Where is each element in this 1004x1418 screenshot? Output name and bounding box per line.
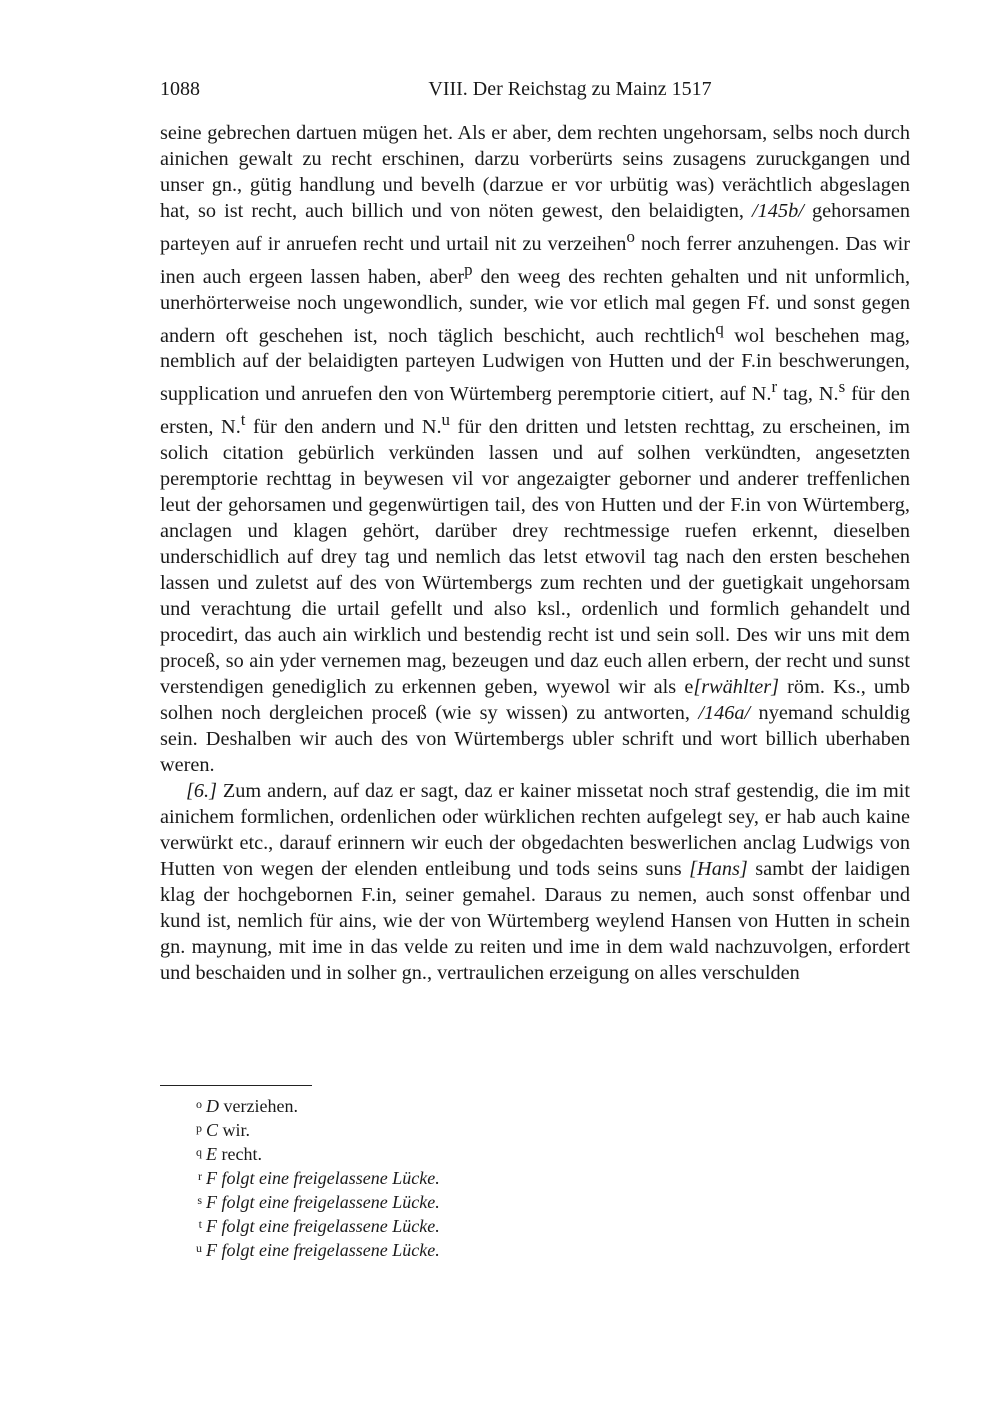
folio-marker: /146a/ <box>698 701 751 724</box>
text-run: noch ferrer anzuhengen. Das wir inen auch ergeen lassen haben, aber <box>160 232 911 288</box>
footnote-r <box>160 1165 910 1189</box>
page-number: 1088 <box>160 78 200 100</box>
running-title: VIII. Der Reichstag zu Mainz 1517 <box>428 78 712 100</box>
text-run: gehorsamen parteyen auf ir anruefen recht und urtail nit zu verzeihen <box>160 200 910 255</box>
footnote-mark: u <box>196 1241 202 1255</box>
footnote-text: recht. <box>217 1144 262 1164</box>
footnote-siglum: E <box>206 1144 217 1164</box>
text-run: für den dritten und letsten rechttag, zu erscheinen, im solich citation gebürlich verkünden lassen und auf solhen verkündten, angesetzten peremptorie rechttag in beywesen vil vor angezaigter geborner und anderer treffenlichen leut der gehorsamen und gegenwürtigen tail, des von Hutten und der F.in von Würtemberg, anclagen und klagen gehört, darüber drey rechtmessige ruefen erkennt, dieselben underschidlich auf drey tag und nemlich das letst etwovil tag nach den ersten beschehen lassen und zuletst auf des von Würtembergs zum rechten und der guetigkait ungehorsam und verachtung die urtail gefellt und also ksl., ordenlich und formlich gehandelt und procedirt, das auch ain wirklich und bestendig recht ist und sein soll. Des wir uns mit dem proceß, so ain yder vernemen mag, bezeugen und daz euch allen erbern, der recht und sunst verstendigen genediglich zu erkennen geben, wyewol wir als e <box>160 415 910 698</box>
footnote-o <box>160 1093 910 1117</box>
footnote-siglum: D <box>206 1096 219 1116</box>
text-run: tag, N. <box>777 383 839 406</box>
text-run: sambt der laidigen klag der hochgebornen F.in, seiner gemahel. Daraus zu nemen, auch sonst offenbar und kund ist, nemlich für ains, wie der von Würtemberg weylend Hansen von Hutten in schein gn. maynung, mit ime in das velde zu reiten und ime in dem wald nachzuvolgen, erfordert und beschaiden und in solher gn., vertraulichen erzeigung on alles verschulden <box>160 857 910 984</box>
footnote-ref-u[interactable]: u <box>441 410 450 430</box>
footnote-s <box>160 1189 910 1213</box>
footnote-text: folgt eine freigelassene Lücke. <box>217 1216 440 1236</box>
text-run: Zum andern, auf daz er sagt, daz er kainer missetat noch straf gestendig, die im mit ainichem formlichen, ordenlichen oder würklichen rechten aufgelegt sey, er hab auch kaine verwürkt etc., darauf erinnern wir euch der obgedachten beswerlichen anclag Ludwigs von Hutten von wegen der elenden entleibung und tods seins suns <box>160 779 910 880</box>
footnote-separator <box>160 1085 312 1086</box>
footnote-mark: o <box>196 1097 202 1111</box>
footnote-mark: t <box>198 1217 202 1231</box>
footnote-ref-t[interactable]: t <box>240 410 246 430</box>
footnote-ref-r[interactable]: r <box>771 377 778 397</box>
footnote-text: wir. <box>218 1120 251 1140</box>
footnote-text: folgt eine freigelassene Lücke. <box>217 1192 440 1212</box>
footnote-siglum: C <box>206 1120 219 1140</box>
footnote-u <box>160 1237 910 1261</box>
footnote-text: folgt eine freigelassene Lücke. <box>217 1168 440 1188</box>
footnote-mark: r <box>198 1169 202 1183</box>
text-run: für den andern und N. <box>245 415 442 438</box>
footnote-p <box>160 1117 910 1141</box>
footnote-ref-s[interactable]: s <box>838 377 846 397</box>
editorial-insertion: [rwählter] <box>693 675 779 698</box>
footnote-q <box>160 1141 910 1165</box>
text-run: den weeg des rechten gehalten und nit unformlich, unerhörterweise noch ungewondlich, sunder, wie vor etlich mal gegen Ff. und sonst gegen andern oft geschehen ist, noch täglich beschicht, auch rechtlich <box>160 265 911 347</box>
footnote-siglum: F <box>206 1192 217 1212</box>
footnote-siglum: F <box>206 1168 217 1188</box>
footnote-ref-p[interactable]: p <box>464 259 473 279</box>
footnote-mark: p <box>196 1121 202 1135</box>
footnote-text: folgt eine freigelassene Lücke. <box>217 1240 440 1260</box>
footnote-text: verziehen. <box>219 1096 298 1116</box>
text-run: wol beschehen mag, nemblich auf der belaidigten parteyen Ludwigen von Hutten und der F.in beschwerungen, supplication und anruefen den von Würtemberg peremptorie citiert, auf N. <box>160 324 910 406</box>
text-run: nyemand schuldig sein. Deshalben wir auch des von Würtembergs ubler schrift und wort billich uberhaben weren. <box>160 701 910 776</box>
footnote-mark: q <box>196 1145 202 1159</box>
footnote-siglum: F <box>206 1240 217 1260</box>
editorial-insertion: [Hans] <box>689 857 748 880</box>
paragraph-1 <box>160 120 910 778</box>
text-run: röm. Ks., umb solhen noch dergleichen proceß (wie sy wissen) zu antworten, <box>160 675 910 724</box>
paragraph-2 <box>160 778 910 986</box>
footnotes <box>160 1093 910 1261</box>
page-header <box>160 78 910 108</box>
section-number: [6.] <box>186 779 217 802</box>
footnote-t <box>160 1213 910 1237</box>
footnote-ref-q[interactable]: q <box>715 318 724 338</box>
main-text <box>160 120 910 986</box>
text-run: seine gebrechen dartuen mügen het. Als er aber, dem rechten ungehorsam, selbs noch durch ainichen gewalt zu recht erschinen, darzu vorberürts seins zusagens zuruckgangen und unser gn., gütig handlung und bevelh (darzue er vor urbütig was) verächtlich abgeslagen hat, so ist recht, auch billich und von nöten gewest, den belaidigten, <box>160 122 910 222</box>
footnote-mark: s <box>197 1193 202 1207</box>
footnote-ref-o[interactable]: o <box>626 227 635 246</box>
footnote-siglum: F <box>206 1216 217 1236</box>
folio-marker: /145b/ <box>752 200 804 222</box>
text-run: für den ersten, N. <box>160 383 910 438</box>
